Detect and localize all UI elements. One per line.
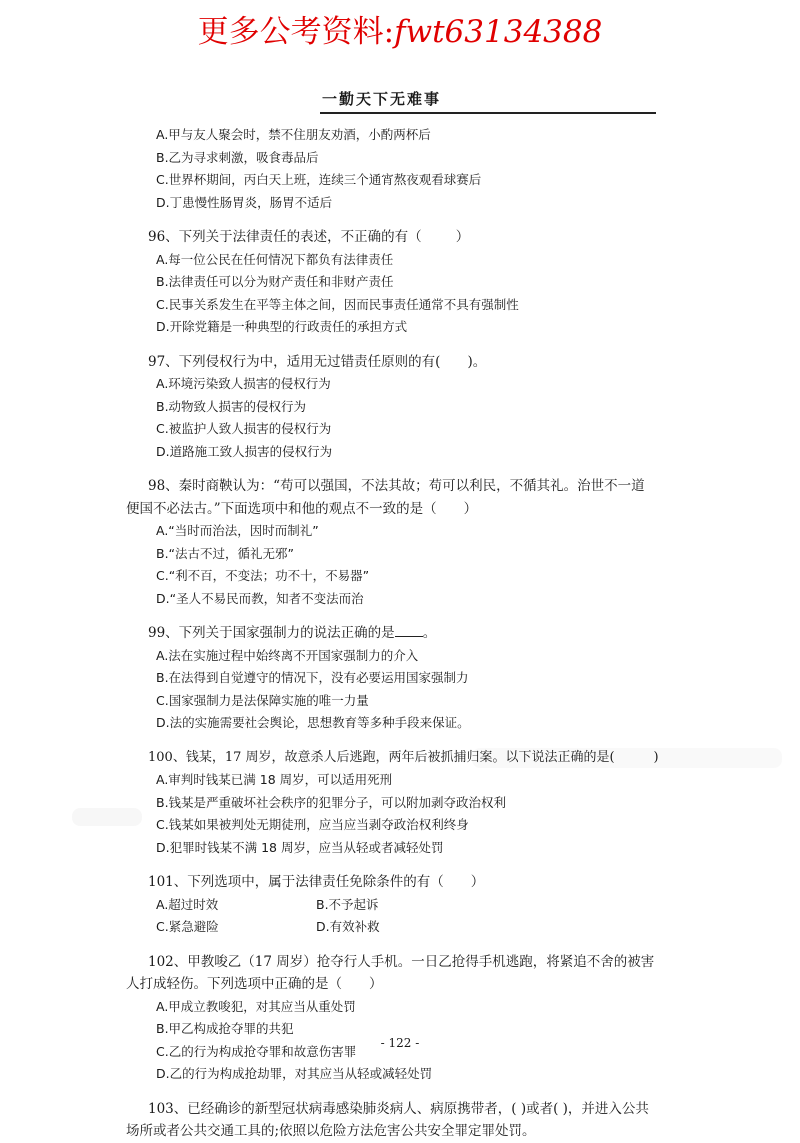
option: D.“圣人不易民而教，知者不变法而治	[156, 590, 364, 606]
question-stem: 96、下列关于法律责任的表述，不正确的有（ ）	[148, 229, 470, 245]
question-stem: 99、下列关于国家强制力的说法正确的是 。	[148, 622, 658, 645]
option: B.甲乙构成抢夺罪的共犯	[156, 1021, 294, 1036]
question-stem: 100、钱某，17 周岁，故意杀人后逃跑，两年后被抓捕归案。以下说法正确的是( )	[148, 749, 659, 765]
option: B.乙为寻求刺激，吸食毒品后	[156, 149, 319, 165]
option: C.国家强制力是法保障实施的唯一力量	[156, 692, 369, 708]
option: B.动物致人损害的侵权行为	[156, 398, 307, 414]
option: C.紧急避险	[156, 919, 219, 934]
question-96	[148, 226, 658, 339]
option: D.开除党籍是一种典型的行政责任的承担方式	[156, 319, 408, 334]
question-stem: 102、甲教唆乙（17 周岁）抢夺行人手机。一日乙抢得手机逃跑，将紧追不舍的被害人打成轻伤。下列选项中正确的是（ ）	[126, 953, 655, 992]
option: A.甲与友人聚会时，禁不住朋友劝酒，小酌两杯后	[156, 127, 431, 142]
option-grid	[148, 894, 658, 939]
option: C.钱某如果被判处无期徒刑，应当应当剥夺政治权利终身	[156, 817, 469, 832]
answer-blank	[395, 622, 423, 637]
banner-watermark	[0, 6, 800, 51]
option: D.丁患慢性肠胃炎，肠胃不适后	[156, 194, 333, 210]
question-stem: 101、下列选项中，属于法律责任免除条件的有（ ）	[148, 874, 485, 890]
question-101	[148, 871, 658, 939]
page-content	[126, 124, 659, 1143]
question-99	[148, 622, 658, 735]
page-number: - 122 -	[380, 1036, 420, 1050]
option: B.钱某是严重破坏社会秩序的犯罪分子，可以附加剥夺政治权利	[156, 794, 507, 810]
option: C.被监护人致人损害的侵权行为	[156, 421, 332, 436]
option: B.“法古不过，循礼无邪”	[156, 545, 295, 561]
option: A.环境污染致人损害的侵权行为	[156, 376, 331, 391]
top-options	[148, 124, 658, 214]
question-97	[148, 351, 658, 464]
option: D.法的实施需要社会舆论，思想教育等多种手段来保证。	[156, 715, 470, 730]
option: A.甲成立教唆犯，对其应当从重处罚	[156, 998, 356, 1014]
option: C.民事关系发生在平等主体之间，因而民事责任通常不具有强制性	[156, 296, 519, 312]
option: A.“当时而治法，因时而制礼”	[156, 523, 319, 538]
option: A.每一位公民在任何情况下都负有法律责任	[156, 251, 394, 267]
question-103	[126, 1098, 658, 1143]
banner-handle: fwt63134388	[394, 14, 603, 50]
banner-text: 更多公考资料:	[197, 14, 395, 50]
question-98	[126, 475, 658, 610]
question-100	[148, 747, 658, 860]
option: A.超过时效	[156, 896, 219, 912]
option: B.在法得到自觉遵守的情况下，没有必要运用国家强制力	[156, 670, 469, 685]
question-102	[126, 951, 658, 1086]
option: B.法律责任可以分为财产责任和非财产责任	[156, 274, 394, 289]
page-header-title: 一勤天下无难事	[322, 90, 442, 108]
scan-smudge	[72, 808, 142, 826]
option: C.“利不百，不变法；功不十，不易器”	[156, 568, 370, 583]
option: A.审判时钱某已满 18 周岁，可以适用死刑	[156, 772, 393, 787]
option: B.不予起诉	[316, 896, 379, 912]
option: D.乙的行为构成抢劫罪，对其应当从轻或减轻处罚	[156, 1066, 433, 1081]
header-rule	[320, 112, 656, 114]
option: D.有效补救	[316, 919, 380, 934]
option: C.世界杯期间，丙白天上班，连续三个通宵熬夜观看球赛后	[156, 172, 482, 187]
question-stem: 98、秦时商鞅认为：“苟可以强国，不法其故；苟可以利民，不循其礼。治世不一道便国不必法古。”下面选项中和他的观点不一致的是（ ）	[126, 478, 645, 517]
question-stem: 103、已经确诊的新型冠状病毒感染肺炎病人、病原携带者，( )或者( )，并进入公共场所或者公共交通工具的;依照以危险方法危害公共安全罪定罪处罚。	[126, 1100, 649, 1139]
option: D.道路施工致人损害的侵权行为	[156, 443, 333, 459]
option: A.法在实施过程中始终离不开国家强制力的介入	[156, 647, 419, 663]
option: D.犯罪时钱某不满 18 周岁，应当从轻或者减轻处罚	[156, 839, 444, 855]
question-stem: 97、下列侵权行为中，适用无过错责任原则的有( )。	[148, 353, 487, 370]
option: C.乙的行为构成抢夺罪和故意伤害罪	[156, 1043, 357, 1059]
